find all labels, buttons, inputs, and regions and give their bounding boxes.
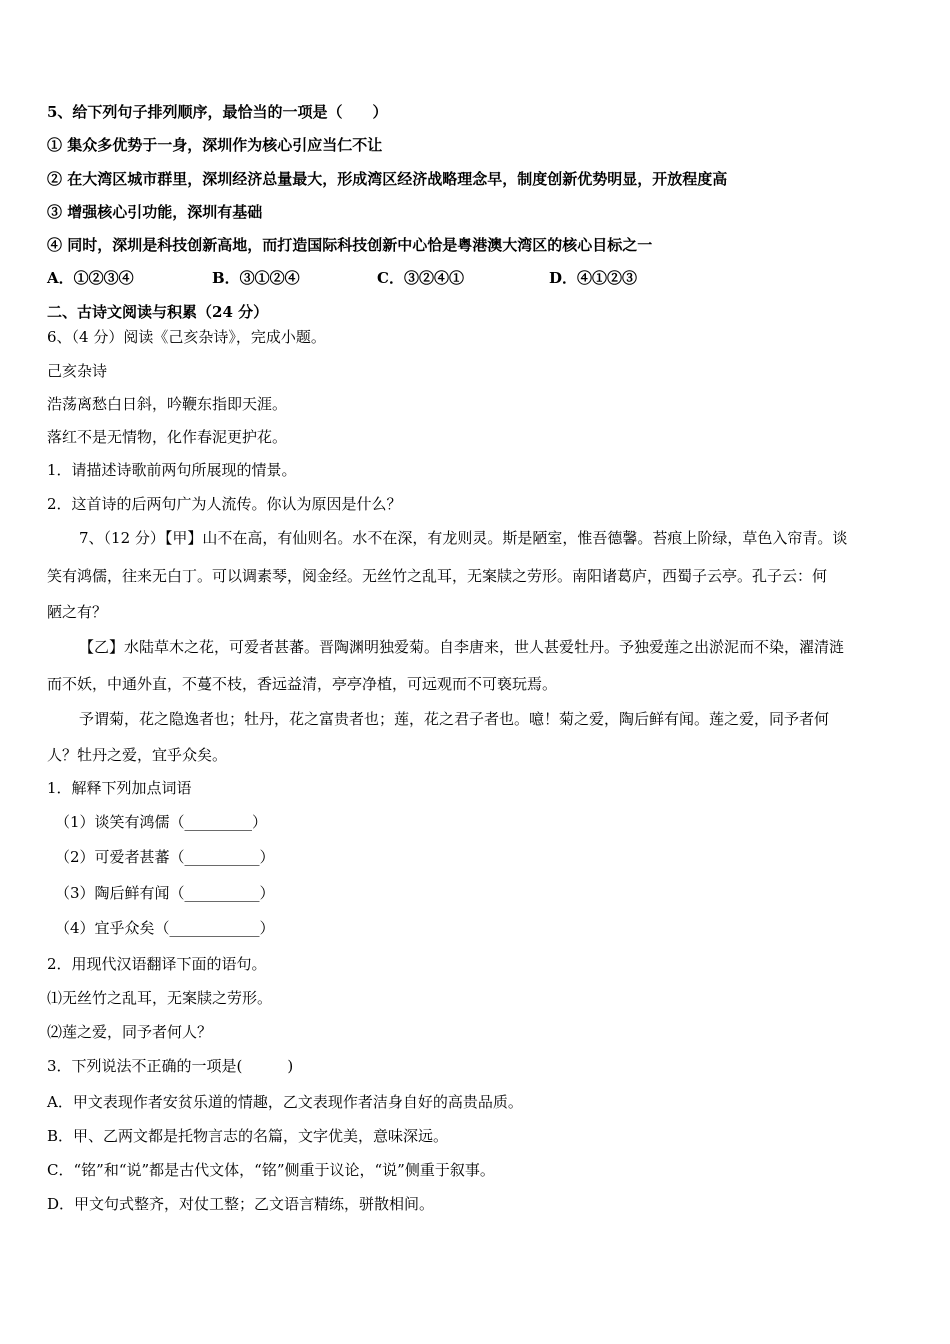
q5-sentence-2: ② 在大湾区城市群里，深圳经济总量最大，形成湾区经济战略理念早，制度创新优势明显，开放程度高 [47,170,728,188]
q6-stem: 6、（4 分）阅读《己亥杂诗》，完成小题。 [47,328,326,346]
q7-yi-line-2: 而不妖，中通外直，不蔓不枝，香远益清，亭亭净植，可远观而不可亵玩焉。 [47,675,558,693]
q7-subquestion-1-item-3: （3）陶后鲜有闻（__________） [55,884,275,902]
q7-subquestion-1-item-1: （1）谈笑有鸿儒（_________） [55,813,268,831]
q7-subquestion-1: 1．解释下列加点词语 [47,779,192,797]
q5-sentence-3: ③ 增强核心引功能，深圳有基础 [47,203,263,221]
q7-subquestion-3: 3．下列说法不正确的一项是( ) [47,1057,294,1075]
q7-jia-line-2: 笑有鸿儒，往来无白丁。可以调素琴，阅金经。无丝竹之乱耳，无案牍之劳形。南阳诸葛庐，西蜀子云亭。孔子云：何 [47,567,828,585]
q7-jia-line-1: 7、（12 分）【甲】山不在高，有仙则名。水不在深，有龙则灵。斯是陋室，惟吾德馨。苔痕上阶绿，草色入帘青。谈 [79,529,848,547]
q5-sentence-1: ① 集众多优势于一身，深圳作为核心引应当仁不让 [47,136,383,154]
q6-subquestion-1: 1．请描述诗歌前两句所展现的情景。 [47,461,297,479]
q7-subquestion-1-item-2: （2）可爱者甚蕃（__________） [55,848,275,866]
q6-subquestion-2: 2．这首诗的后两句广为人流传。你认为原因是什么？ [47,495,402,513]
q6-poem-line-2: 落红不是无情物，化作春泥更护花。 [47,428,288,446]
q7-option-a: A．甲文表现作者安贫乐道的情趣，乙文表现作者洁身自好的高贵品质。 [47,1093,523,1111]
q7-subquestion-2: 2．用现代汉语翻译下面的语句。 [47,955,267,973]
q7-jia-line-3: 陋之有？ [47,603,108,621]
q5-option-c: C．③②④① [377,269,464,287]
q5-stem: 5、给下列句子排列顺序，最恰当的一项是（ ） [47,103,388,121]
q7-subquestion-2-item-2: ⑵莲之爱，同予者何人？ [47,1023,213,1041]
q5-sentence-4: ④ 同时，深圳是科技创新高地，而打造国际科技创新中心恰是粤港澳大湾区的核心目标之一 [47,236,653,254]
q7-option-b: B．甲、乙两文都是托物言志的名篇，文字优美，意味深远。 [47,1127,449,1145]
q6-poem-line-1: 浩荡离愁白日斜，吟鞭东指即天涯。 [47,395,288,413]
q6-poem-title: 己亥杂诗 [47,362,108,380]
q5-options [47,268,637,288]
q7-yi-line-4: 人？牡丹之爱，宜乎众矣。 [47,746,228,764]
q7-yi-line-3: 予谓菊，花之隐逸者也；牡丹，花之富贵者也；莲，花之君子者也。噫！菊之爱，陶后鲜有闻。莲之爱，同予者何 [79,710,830,728]
q7-subquestion-2-item-1: ⑴无丝竹之乱耳，无案牍之劳形。 [47,989,273,1007]
q7-option-d: D．甲文句式整齐，对仗工整；乙文语言精练，骈散相间。 [47,1195,435,1213]
section-2-title: 二、古诗文阅读与积累（24 分） [47,303,269,321]
q7-yi-line-1: 【乙】水陆草木之花，可爱者甚蕃。晋陶渊明独爱菊。自李唐来，世人甚爱牡丹。予独爱莲之出淤泥而不染，濯清涟 [79,638,845,656]
q7-option-c: C．“铭”和“说”都是古代文体，“铭”侧重于议论，“说”侧重于叙事。 [47,1161,495,1179]
q5-option-d: D．④①②③ [549,269,638,287]
q7-subquestion-1-item-4: （4）宜乎众矣（____________） [55,919,275,937]
q5-option-b: B．③①②④ [212,269,300,287]
q5-option-a: A．①②③④ [47,269,134,287]
